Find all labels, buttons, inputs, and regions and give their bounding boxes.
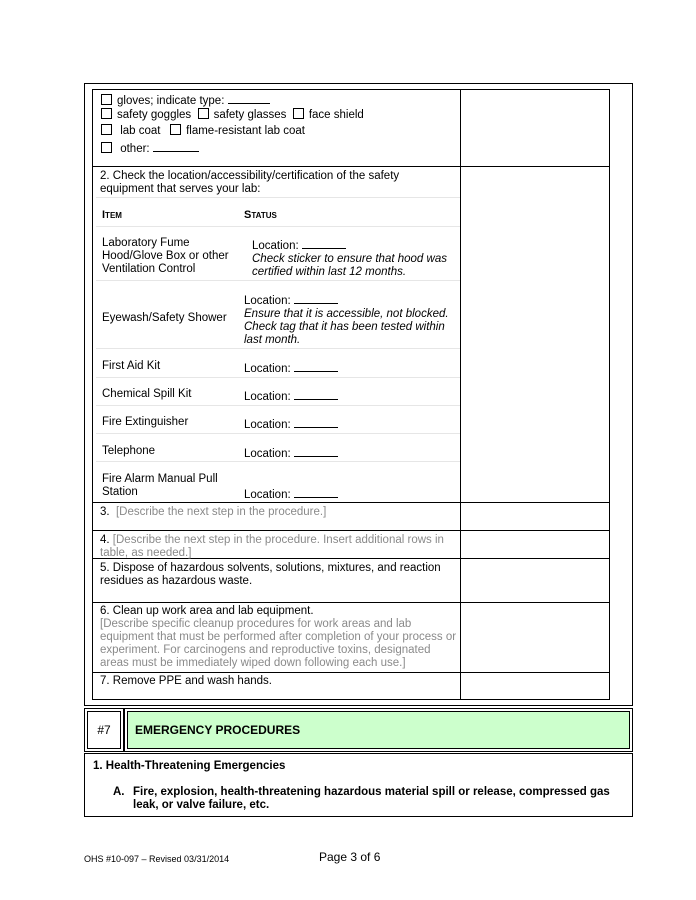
item-fire-extinguisher: Fire Extinguisher (102, 416, 189, 428)
nested-line (96, 280, 460, 281)
inner-border-top (92, 89, 610, 90)
outer-border-right (632, 83, 633, 706)
section-number-box (84, 708, 124, 752)
item-fume-hood: Laboratory Fume Hood/Glove Box or other Ventilation Control (102, 237, 229, 275)
inner-border-right (609, 89, 610, 700)
emergency-label-a: A. (113, 786, 125, 798)
blank-line (294, 416, 338, 428)
blank-line (294, 486, 338, 498)
step3: 3. [Describe the next step in the procedure.] (100, 506, 327, 518)
nested-line (96, 348, 460, 349)
checkbox-icon[interactable] (293, 108, 304, 119)
step2-text: 2. Check the location/accessibility/certification of the safety equipment that serves your lab: (100, 170, 400, 195)
blank-line (294, 360, 338, 372)
nested-line (96, 433, 460, 434)
status-fire-extinguisher: Location: (244, 416, 338, 432)
checkbox-icon[interactable] (198, 108, 209, 119)
status-fire-alarm: Location: (244, 486, 338, 502)
status-telephone: Location: (244, 445, 338, 461)
nested-line (96, 377, 460, 378)
column-divider (460, 89, 461, 700)
checkbox-icon[interactable] (101, 94, 112, 105)
status-eyewash: Location: Ensure that it is accessible, not blocked. Check tag that it has been tested within last month. (244, 292, 449, 347)
status-first-aid: Location: (244, 360, 338, 376)
item-first-aid: First Aid Kit (102, 360, 161, 372)
nested-line (96, 226, 460, 227)
col-header-item: Item (102, 209, 122, 221)
outer-border-bottom (84, 705, 633, 706)
checkbox-icon[interactable] (101, 142, 112, 153)
col-header-status: Status (244, 209, 277, 221)
row-sep-step2-bottom (92, 502, 610, 503)
nested-line (96, 461, 460, 462)
ppe-gloves: gloves; indicate type: (101, 92, 270, 108)
row-sep-step6 (92, 672, 610, 673)
inner-border-bottom (92, 699, 610, 700)
checkbox-icon[interactable] (170, 124, 181, 135)
outer-border-left (84, 83, 85, 706)
ppe-eye-face: safety goggles safety glasses face shield (101, 108, 364, 122)
step5: 5. Dispose of hazardous solvents, solutions, mixtures, and reaction residues as hazardous waste. (100, 562, 441, 587)
step4: 4. [Describe the next step in the procedure. Insert additional rows in table, as needed.] (100, 534, 444, 559)
blank-line (228, 92, 270, 104)
item-spill-kit: Chemical Spill Kit (102, 388, 192, 400)
step7: 7. Remove PPE and wash hands. (100, 675, 272, 687)
status-spill-kit: Location: (244, 388, 338, 404)
blank-line (302, 237, 346, 249)
section-title-box (124, 708, 633, 752)
blank-line (153, 140, 199, 152)
footer-page-number: Page 3 of 6 (319, 850, 381, 864)
inner-border-left (92, 89, 93, 700)
emergency-item-1: 1. Health-Threatening Emergencies (93, 760, 286, 772)
section-number-inner: #7 (87, 711, 121, 749)
row-sep-step5 (92, 602, 610, 603)
blank-line (294, 445, 338, 457)
checkbox-icon[interactable] (101, 108, 112, 119)
footer-revision: OHS #10-097 – Revised 03/31/2014 (84, 854, 230, 864)
step6: 6. Clean up work area and lab equipment. [Describe specific cleanup procedures for work areas and lab equipment that must be performed after completion of your process or experiment. For carcinogens and reproductive toxins, designated areas must be immediately wiped down following each use.] (100, 605, 457, 669)
item-eyewash: Eyewash/Safety Shower (102, 312, 227, 324)
checkbox-icon[interactable] (101, 124, 112, 135)
item-telephone: Telephone (102, 445, 156, 457)
status-fume-hood: Location: Check sticker to ensure that hood was certified within last 12 months. (252, 237, 447, 279)
section-title-inner: EMERGENCY PROCEDURES (127, 711, 630, 749)
row-sep-ppe (92, 166, 610, 167)
item-fire-alarm: Fire Alarm Manual Pull Station (102, 473, 218, 498)
nested-line (96, 405, 460, 406)
blank-line (294, 292, 338, 304)
emergency-item-a: Fire, explosion, health-threatening hazardous material spill or release, compressed gas leak, or valve failure, etc. (133, 786, 610, 811)
ppe-coats: lab coat flame-resistant lab coat (101, 124, 305, 138)
outer-border-top (84, 83, 633, 84)
ppe-other: other: (101, 140, 199, 156)
blank-line (294, 388, 338, 400)
row-sep-step3 (92, 530, 610, 531)
nested-line (96, 197, 460, 198)
